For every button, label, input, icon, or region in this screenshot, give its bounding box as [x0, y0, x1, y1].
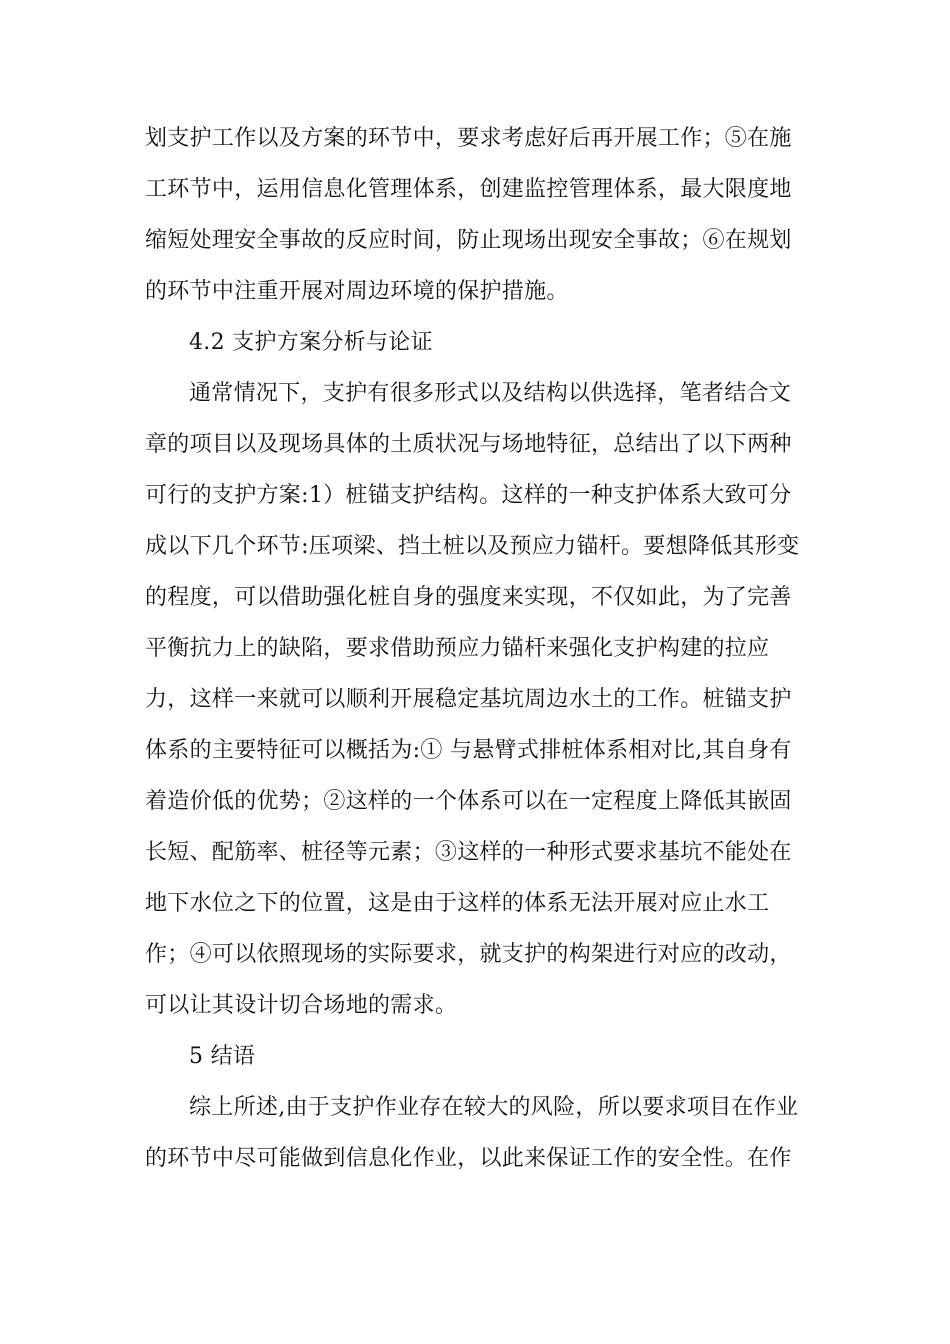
paragraph-line: 的程度，可以借助强化桩自身的强度来实现，不仅如此，为了完善: [145, 585, 792, 610]
paragraph-line: 工环节中，运用信息化管理体系，创建监控管理体系，最大限度地: [145, 177, 792, 202]
section-heading: 5 结语: [189, 1044, 256, 1069]
paragraph-line: 地下水位之下的位置，这是由于这样的体系无法开展对应止水工: [145, 891, 770, 916]
paragraph-line: 的环节中尽可能做到信息化作业，以此来保证工作的安全性。在作: [145, 1146, 792, 1171]
paragraph-line: 缩短处理安全事故的反应时间，防止现场出现安全事故；⑥在规划: [145, 228, 792, 253]
paragraph-line: 章的项目以及现场具体的土质状况与场地特征，总结出了以下两种: [145, 432, 792, 457]
paragraph-line: 的环节中注重开展对周边环境的保护措施。: [145, 279, 569, 304]
paragraph-line: 划支护工作以及方案的环节中，要求考虑好后再开展工作；⑤在施: [145, 126, 792, 151]
paragraph-line: 成以下几个环节:压项梁、挡土桩以及预应力锚杆。要想降低其形变: [145, 534, 800, 559]
paragraph-line: 作；④可以依照现场的实际要求，就支护的构架进行对应的改动，: [145, 942, 792, 967]
paragraph-line: 着造价低的优势；②这样的一个体系可以在一定程度上降低其嵌固: [145, 789, 792, 814]
paragraph-line: 力，这样一来就可以顺利开展稳定基坑周边水土的工作。桩锚支护: [145, 687, 792, 712]
paragraph-line: 平衡抗力上的缺陷，要求借助预应力锚杆来强化支护构建的拉应: [145, 636, 770, 661]
paragraph-line: 综上所述,由于支护作业存在较大的风险，所以要求项目在作业: [189, 1095, 799, 1120]
paragraph-line: 体系的主要特征可以概括为:① 与悬臂式排桩体系相对比,其自身有: [145, 738, 792, 763]
paragraph-line: 可以让其设计切合场地的需求。: [145, 993, 458, 1018]
paragraph-line: 可行的支护方案:1）桩锚支护结构。这样的一种支护体系大致可分: [145, 483, 792, 508]
section-heading: 4.2 支护方案分析与论证: [189, 330, 433, 355]
paragraph-line: 通常情况下，支护有很多形式以及结构以供选择，笔者结合文: [189, 381, 792, 406]
paragraph-line: 长短、配筋率、桩径等元素；③这样的一种形式要求基坑不能处在: [145, 840, 792, 865]
